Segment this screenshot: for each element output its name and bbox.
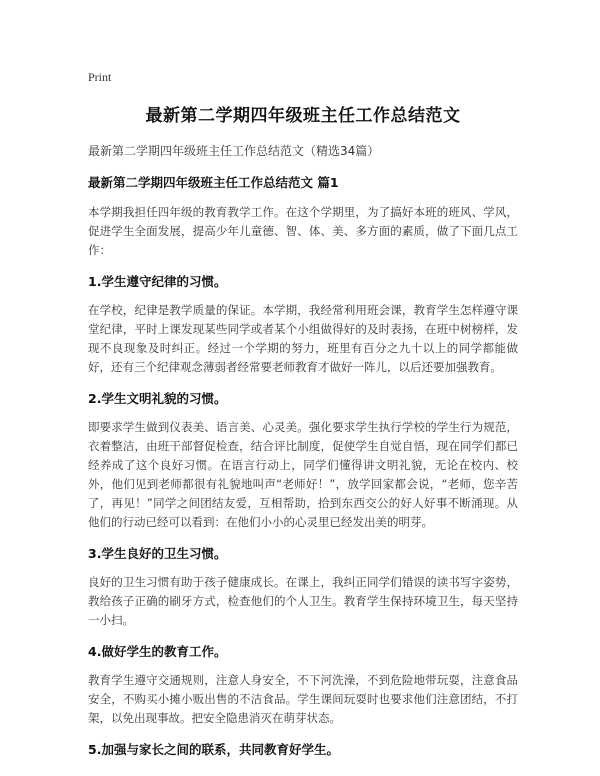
print-label[interactable]: Print: [88, 70, 112, 84]
intro-paragraph: 本学期我担任四年级的教育教学工作。在这个学期里，为了搞好本班的班风、学风，促进学生全面发展，提高少年儿童德、智、体、美、多方面的素质，做了下面几点工作：: [88, 205, 518, 257]
part-heading: 最新第二学期四年级班主任工作总结范文 篇1: [88, 175, 339, 190]
section-paragraph-1: 在学校，纪律是教学质量的保证。本学期，我经常利用班会课，教育学生怎样遵守课堂纪律，平时上课发现某些同学或者某个小组做得好的及时表扬，在班中树榜样，发现不良现象及时纠正。经过一个学期的努力，班里有百分之九十以上的同学都能做好，还有三个纪律观念薄弱者经常要老师教育才做好一阵儿，以后还要加强教育。: [88, 303, 518, 374]
section-paragraph-2: 即要求学生做到仪表美、语言美、心灵美。强化要求学生执行学校的学生行为规范，衣着整洁，由班干部督促检查，结合评比制度，促使学生自觉自悟，现在同学们都已经养成了这个良好习惯。在语言行动上，同学们懂得讲文明礼貌，无论在校内、校外，他们见到老师都很有礼貌地叫声“老师好！”，放学回家都会说，“老师，您辛苦了，再见！”同学之间团结友爱，互相帮助，拾到东西交公的好人好事不断涌现。从他们的行动已经可以看到：在他们小小的心灵里已经发出美的明芽。: [88, 420, 518, 529]
section-heading-4: 4.做好学生的教育工作。: [88, 644, 227, 659]
section-heading-2: 2.学生文明礼貌的习惯。: [88, 391, 227, 406]
section-paragraph-4: 教育学生遵守交通规则，注意人身安全，不下河洗澡，不到危险地带玩耍，注意食品安全，不购买小摊小贩出售的不洁食品。学生课间玩耍时也要求他们注意团结，不打架，以免出现事故。把安全隐患消灭在萌芽状态。: [88, 673, 518, 725]
document-title: 最新第二学期四年级班主任工作总结范文: [145, 106, 461, 126]
section-paragraph-3: 良好的卫生习惯有助于孩子健康成长。在课上，我纠正同学们错误的读书写字姿势，教给孩子正确的刷牙方式，检查他们的个人卫生。教育学生保持环境卫生，每天坚持一小扫。: [88, 575, 518, 627]
section-heading-3: 3.学生良好的卫生习惯。: [88, 546, 227, 561]
section-heading-1: 1.学生遵守纪律的习惯。: [88, 274, 227, 289]
document-subtitle: 最新第二学期四年级班主任工作总结范文（精选34篇）: [88, 144, 380, 158]
section-heading-5: 5.加强与家长之间的联系，共同教育好学生。: [88, 742, 339, 757]
